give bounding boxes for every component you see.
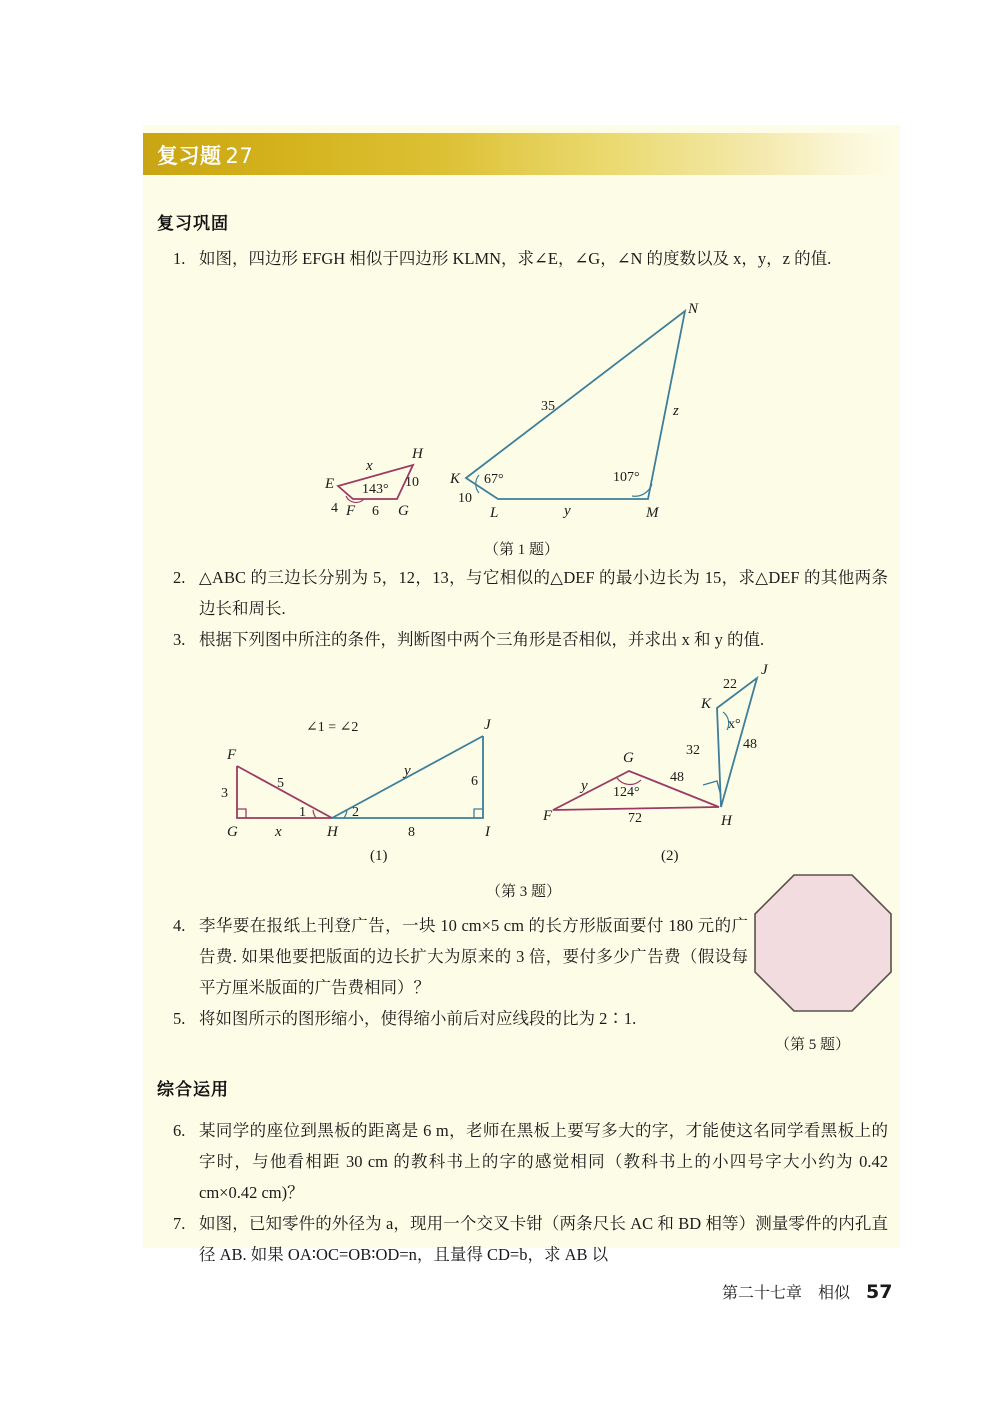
- figure-3-2-side-GH: 48: [670, 770, 684, 785]
- question-5-index: 5.: [173, 1009, 186, 1028]
- figure-1-label-M: M: [646, 505, 659, 521]
- figure-3-2-label: (2): [661, 848, 679, 864]
- figure-3-2-label-K: K: [701, 696, 712, 712]
- figure-1-angle-K: 67°: [484, 472, 504, 487]
- figure-3-caption: （第 3 题）: [486, 884, 562, 900]
- figure-3-2-label-J: J: [761, 662, 768, 678]
- question-2-text: △ABC 的三边长分别为 5，12，13，与它相似的△DEF 的最小边长为 15，求△DEF 的其他两条边长和周长.: [199, 568, 888, 618]
- figure-3-2-side-FG: y: [581, 778, 588, 794]
- figure-1-angle-M: 107°: [613, 470, 640, 485]
- question-7: [173, 1208, 888, 1270]
- figure-question-1: [298, 303, 898, 538]
- figure-3-1-side-GH: x: [275, 824, 282, 840]
- figure-3-1-angle-1: 1: [299, 805, 306, 820]
- figure-1-label-H: H: [412, 446, 423, 462]
- figure-3-2-side-KH: 32: [686, 743, 700, 758]
- figure-3-2-side-FH: 72: [628, 811, 642, 826]
- figure-3-2-angle-G: 124°: [613, 785, 640, 800]
- figure-3-2-side-KJ: 22: [723, 677, 737, 692]
- figure-3-1-label-G: G: [227, 824, 238, 840]
- chapter-band-title: [157, 140, 253, 170]
- chapter-band: [143, 133, 900, 175]
- figure-1-label-E: E: [325, 476, 335, 492]
- figure-1-side-FG: 6: [372, 504, 379, 519]
- footer-chapter: 第二十七章 相似: [722, 1283, 851, 1302]
- figure-3-2-triangle-FGH: [542, 750, 733, 829]
- figure-3-1-label-J: J: [484, 717, 491, 733]
- figure-1-label-L: L: [490, 505, 499, 521]
- figure-3-1-label-F: F: [227, 747, 237, 763]
- figure-3-2-angle-K: x°: [728, 717, 741, 732]
- question-6: [173, 1115, 888, 1208]
- question-1-text: 如图，四边形 EFGH 相似于四边形 KLMN，求∠E，∠G，∠N 的度数以及 x，y，z 的值.: [199, 249, 832, 268]
- chapter-band-number: 27: [225, 144, 254, 168]
- figure-1-label-K: K: [450, 471, 461, 487]
- figure-question-3-part-2: [531, 650, 821, 840]
- figure-3-2-label-H: H: [721, 813, 732, 829]
- question-7-index: 7.: [173, 1214, 186, 1233]
- figure-3-1-side-FH: 5: [277, 776, 284, 791]
- figure-1-side-NM: z: [673, 403, 679, 419]
- chapter-band-title-text: 复习题: [157, 144, 222, 168]
- figure-5-caption: （第 5 题）: [775, 1037, 851, 1053]
- question-3-index: 3.: [173, 630, 186, 649]
- question-6-index: 6.: [173, 1121, 186, 1140]
- figure-3-3-triangle-HIJ: [332, 717, 492, 840]
- figure-question-3-part-1: [213, 663, 523, 843]
- figure-3-1-side-JI: 6: [471, 774, 478, 789]
- figure-1-caption: （第 1 题）: [484, 542, 560, 558]
- question-1-index: 1.: [173, 249, 186, 268]
- figure-3-1-condition: ∠1 = ∠2: [306, 720, 359, 735]
- figure-1-side-EF: 4: [331, 501, 338, 516]
- figure-3-1-triangle-FGH: [221, 747, 339, 840]
- figure-1-side-KL: 10: [458, 491, 472, 506]
- figure-1-side-KN: 35: [541, 399, 555, 414]
- question-3-text: 根据下列图中所注的条件，判断图中两个三角形是否相似，并求出 x 和 y 的值.: [199, 630, 765, 649]
- figure-3-1-label: (1): [370, 848, 388, 864]
- figure-1-label-G: G: [398, 503, 409, 519]
- section-heading-comprehensive: 综合运用: [157, 1080, 229, 1100]
- figure-question-5: [753, 873, 893, 1013]
- question-4: [173, 910, 748, 1003]
- question-2-index: 2.: [173, 568, 186, 587]
- figure-3-1-label-I: I: [485, 824, 490, 840]
- figure-3-1-side-HJ: y: [404, 763, 411, 779]
- question-2: [173, 562, 888, 624]
- figure-1-side-LM: y: [564, 503, 571, 519]
- figure-1-small-quadrilateral: [324, 446, 424, 519]
- paper-area: [143, 125, 900, 1264]
- question-7-text: 如图，已知零件的外径为 a，现用一个交叉卡钳（两条尺长 AC 和 BD 相等）测量零件的内孔直径 AB. 如果 OA∶OC=OB∶OD=n，且量得 CD=b，求 AB 以: [199, 1214, 888, 1264]
- question-4-index: 4.: [173, 916, 186, 935]
- figure-3-2-side-JH: 48: [743, 737, 757, 752]
- figure-1-angle-F: 143°: [362, 482, 389, 497]
- figure-1-side-HG: 10: [405, 475, 419, 490]
- question-5: [173, 1003, 748, 1034]
- question-1: [173, 243, 888, 274]
- figure-3-1-angle-2: 2: [352, 805, 359, 820]
- figure-3-1-side-FG: 3: [221, 786, 228, 801]
- figure-3-2-label-F: F: [543, 808, 553, 824]
- figure-3-2-label-G: G: [623, 750, 634, 766]
- footer-page-number: 57: [866, 1281, 893, 1303]
- question-5-text: 将如图所示的图形缩小，使得缩小前后对应线段的比为 2∶1.: [199, 1009, 637, 1028]
- figure-1-side-EH: x: [366, 458, 373, 474]
- figure-3-1-label-H: H: [327, 824, 338, 840]
- question-6-text: 某同学的座位到黑板的距离是 6 m，老师在黑板上要写多大的字，才能使这名同学看黑板上的字时，与他看相距 30 cm 的教科书上的字的感觉相同（教科书上的小四号字大小约为 0.42 cm×0.42 cm)？: [199, 1121, 888, 1202]
- octagon-shape: [755, 875, 891, 1011]
- figure-1-large-quadrilateral: [449, 301, 699, 521]
- figure-3-1-side-HI: 8: [408, 825, 415, 840]
- figure-1-label-F: F: [346, 503, 356, 519]
- section-heading-review: 复习巩固: [157, 214, 229, 234]
- figure-1-label-N: N: [688, 301, 699, 317]
- page-footer: [722, 1280, 892, 1303]
- question-4-text: 李华要在报纸上刊登广告，一块 10 cm×5 cm 的长方形版面要付 180 元的广告费. 如果他要把版面的边长扩大为原来的 3 倍，要付多少广告费（假设每平方厘米版面的广告费相同）？: [199, 916, 748, 997]
- figure-3-2-triangle-KJH: [686, 662, 769, 807]
